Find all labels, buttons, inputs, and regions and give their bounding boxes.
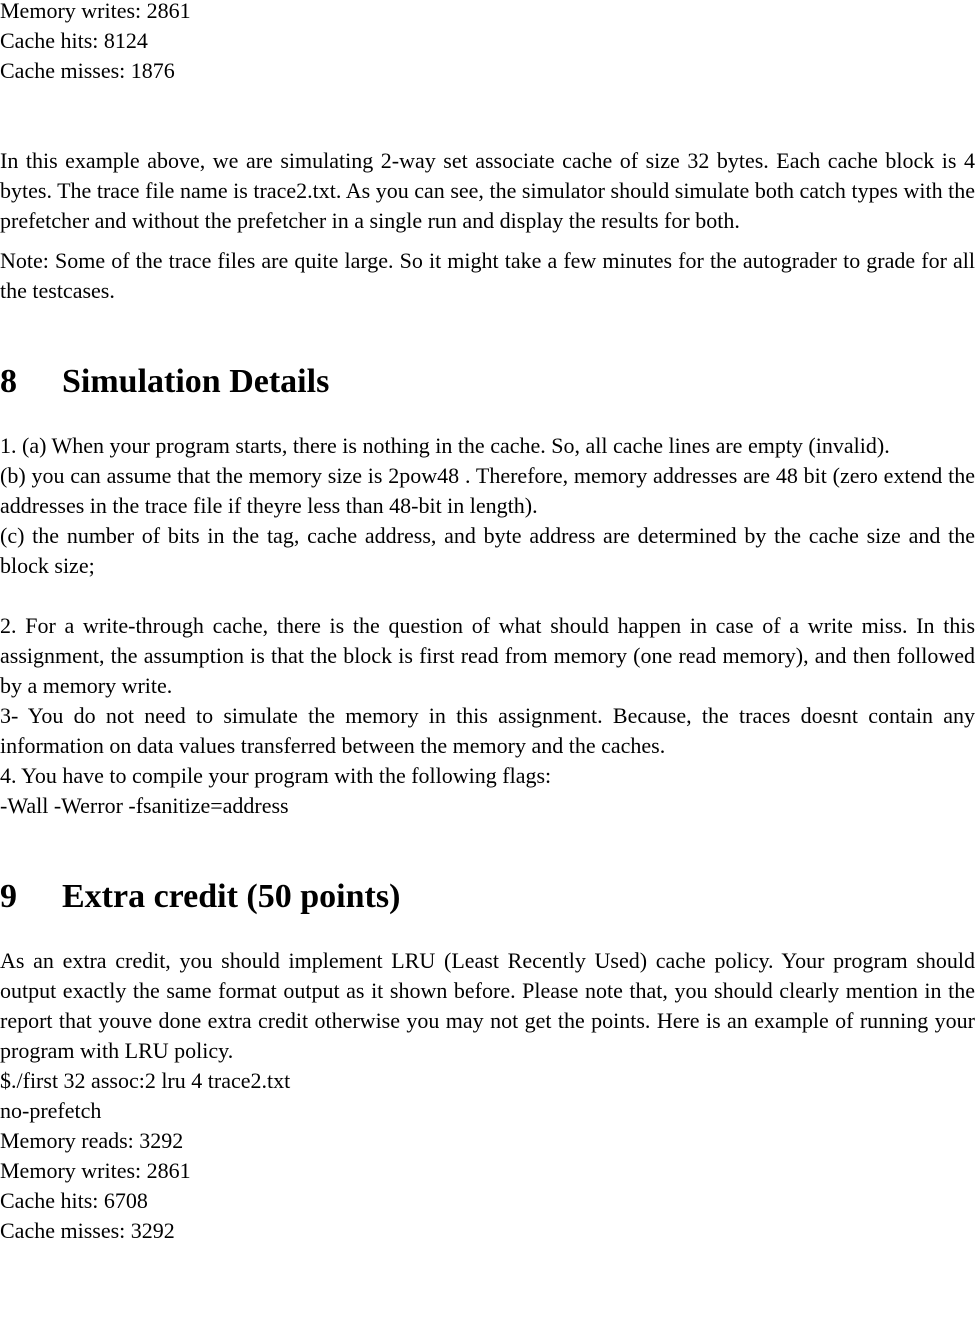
output-line: Cache hits: 6708 [0, 1188, 148, 1213]
compiler-flags: -Wall -Werror -fsanitize=address [0, 793, 289, 818]
item-1c: (c) the number of bits in the tag, cache address, and byte address are determined by the cache size and the block size; [0, 523, 975, 578]
item-3: 3- You do not need to simulate the memory in this assignment. Because, the traces doesnt contain any information on data values transferred between the memory and the caches. [0, 703, 975, 758]
section-8-heading [0, 362, 975, 402]
command-line: $./first 32 assoc:2 lru 4 trace2.txt [0, 1068, 291, 1093]
intro-paragraph: In this example above, we are simulating 2-way set associate cache of size 32 bytes. Each cache block is 4 bytes. The trace file name is trace2.txt. As you can see, the simulator should simulate both catch types with the prefetcher and without the prefetcher in a single run and display the results for both. [0, 148, 975, 233]
output-line: Cache hits: 8124 [0, 28, 148, 53]
section-number: 8 [0, 363, 17, 400]
top-output-block [0, 0, 975, 86]
section-title: Simulation Details [62, 363, 330, 400]
note-paragraph: Note: Some of the trace files are quite large. So it might take a few minutes for the autograder to grade for all the testcases. [0, 248, 975, 303]
output-line: Memory writes: 2861 [0, 0, 191, 23]
item-4: 4. You have to compile your program with the following flags: [0, 763, 552, 788]
item-1b: (b) you can assume that the memory size is 2pow48 . Therefore, memory addresses are 48 bit (zero extend the addresses in the trace file if theyre less than 48-bit in length). [0, 463, 975, 518]
output-line: no-prefetch [0, 1098, 102, 1123]
output-line: Cache misses: 1876 [0, 58, 175, 83]
item-1a: 1. (a) When your program starts, there is nothing in the cache. So, all cache lines are empty (invalid). [0, 433, 890, 458]
section-number: 9 [0, 878, 17, 915]
output-line: Memory writes: 2861 [0, 1158, 191, 1183]
output-line: Cache misses: 3292 [0, 1218, 175, 1243]
lru-output-block [0, 1066, 975, 1246]
section-title: Extra credit (50 points) [62, 878, 401, 915]
item-2: 2. For a write-through cache, there is the question of what should happen in case of a write miss. In this assignment, the assumption is that the block is first read from memory (one read memory), and then followed by a memory write. [0, 613, 975, 698]
extra-credit-paragraph: As an extra credit, you should implement LRU (Least Recently Used) cache policy. Your program should output exactly the same format output as it shown before. Please note that, you should clearly mention in the report that youve done extra credit otherwise you may not get the points. Here is an example of running your program with LRU policy. [0, 948, 975, 1063]
section-9-heading [0, 877, 975, 917]
output-line: Memory reads: 3292 [0, 1128, 184, 1153]
